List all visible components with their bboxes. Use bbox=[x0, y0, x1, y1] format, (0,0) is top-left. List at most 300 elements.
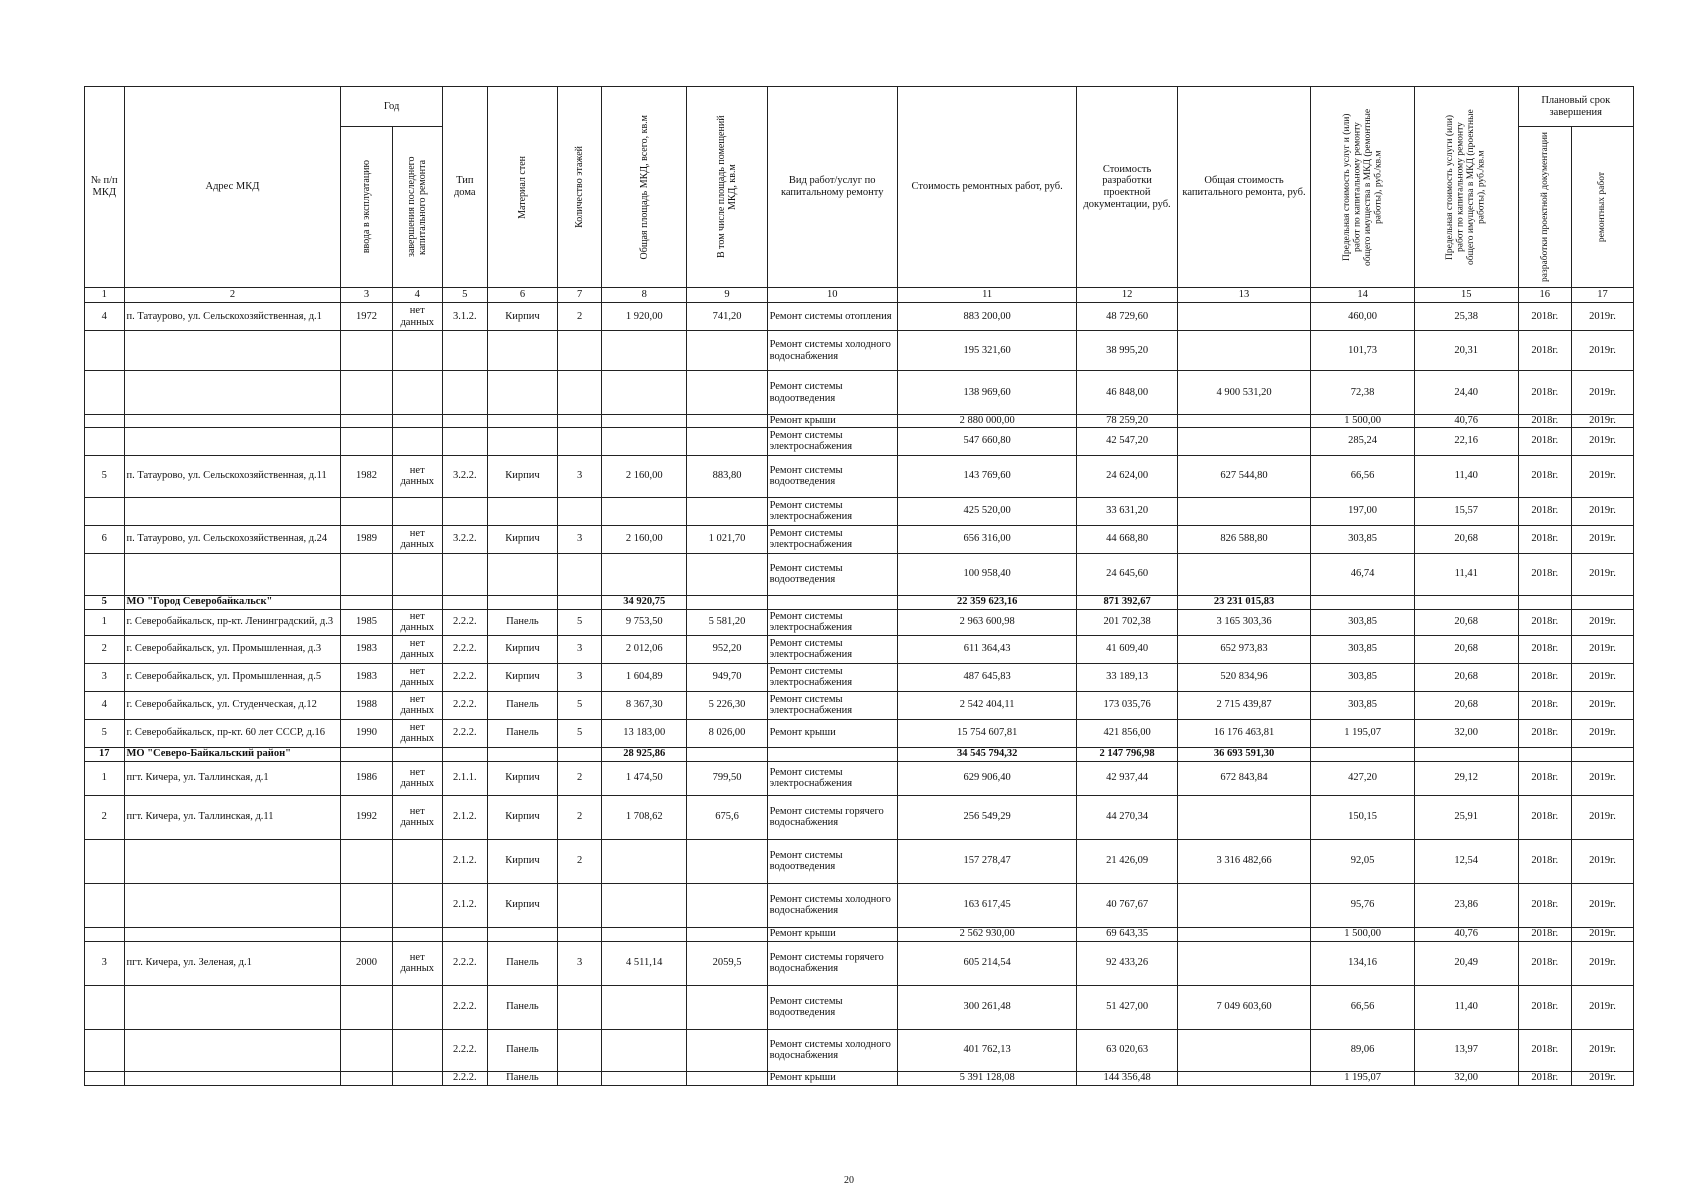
table-row bbox=[85, 415, 1634, 428]
table-cell: 195 321,60 bbox=[897, 331, 1076, 371]
table-cell bbox=[85, 415, 125, 428]
table-cell: Ремонт крыши bbox=[767, 1071, 897, 1085]
table-cell: 883 200,00 bbox=[897, 303, 1076, 331]
table-cell: п. Татаурово, ул. Сельскохозяйственная, д.1 bbox=[124, 303, 341, 331]
table-cell bbox=[124, 883, 341, 927]
table-cell: 22,16 bbox=[1414, 427, 1518, 455]
table-cell: п. Татаурово, ул. Сельскохозяйственная, д.24 bbox=[124, 525, 341, 553]
column-number: 13 bbox=[1177, 288, 1311, 303]
table-cell: 63 020,63 bbox=[1077, 1029, 1177, 1071]
table-cell bbox=[602, 331, 687, 371]
table-cell: 2018г. bbox=[1518, 331, 1571, 371]
table-cell bbox=[487, 371, 558, 415]
table-cell: 144 356,48 bbox=[1077, 1071, 1177, 1085]
table-cell: 303,85 bbox=[1311, 635, 1415, 663]
table-cell bbox=[124, 427, 341, 455]
table-cell: 46 848,00 bbox=[1077, 371, 1177, 415]
table-cell: 2018г. bbox=[1518, 427, 1571, 455]
table-cell: 5 bbox=[85, 455, 125, 497]
table-cell: 303,85 bbox=[1311, 609, 1415, 635]
table-cell: 2019г. bbox=[1571, 691, 1633, 719]
column-number: 9 bbox=[687, 288, 767, 303]
table-cell: Ремонт крыши bbox=[767, 719, 897, 747]
table-cell: 2.1.2. bbox=[442, 883, 487, 927]
table-row bbox=[85, 497, 1634, 525]
table-cell: 40,76 bbox=[1414, 415, 1518, 428]
table-cell: 5 226,30 bbox=[687, 691, 767, 719]
table-cell: Кирпич bbox=[487, 525, 558, 553]
table-cell: 2 bbox=[558, 839, 602, 883]
table-cell: 2.2.2. bbox=[442, 663, 487, 691]
table-row bbox=[85, 553, 1634, 595]
table-cell: 2 542 404,11 bbox=[897, 691, 1076, 719]
table-cell: Панель bbox=[487, 609, 558, 635]
table-cell: 2019г. bbox=[1571, 1071, 1633, 1085]
table-cell: Ремонт системы холодного водоснабжения bbox=[767, 331, 897, 371]
table-cell: Ремонт крыши bbox=[767, 415, 897, 428]
table-cell: 44 270,34 bbox=[1077, 795, 1177, 839]
table-cell: 2019г. bbox=[1571, 525, 1633, 553]
table-cell: 33 631,20 bbox=[1077, 497, 1177, 525]
table-cell bbox=[392, 497, 442, 525]
table-cell: 197,00 bbox=[1311, 497, 1415, 525]
table-cell: 20,68 bbox=[1414, 525, 1518, 553]
header-limit-repair: Предельная стоимость услуг и (или) работ по капитальному ремонту общего имущества в МКД (ремонтные работы), руб./кв.м bbox=[1311, 87, 1415, 288]
table-cell: 92,05 bbox=[1311, 839, 1415, 883]
table-cell: 2 bbox=[558, 303, 602, 331]
table-cell: 69 643,35 bbox=[1077, 927, 1177, 941]
table-cell bbox=[85, 985, 125, 1029]
table-cell: 2019г. bbox=[1571, 883, 1633, 927]
table-cell bbox=[558, 415, 602, 428]
column-number: 12 bbox=[1077, 288, 1177, 303]
table-cell bbox=[602, 985, 687, 1029]
table-cell: 2 880 000,00 bbox=[897, 415, 1076, 428]
table-cell: Кирпич bbox=[487, 839, 558, 883]
header-plan-group: Плановый срок завершения bbox=[1518, 87, 1633, 127]
table-cell: 4 900 531,20 bbox=[1177, 371, 1311, 415]
table-cell: 3 bbox=[558, 635, 602, 663]
table-cell bbox=[687, 1029, 767, 1071]
table-cell: 2018г. bbox=[1518, 635, 1571, 663]
table-cell: 24,40 bbox=[1414, 371, 1518, 415]
table-cell: нет данных bbox=[392, 635, 442, 663]
header-design-cost: Стоимость разработки проектной документации, руб. bbox=[1077, 87, 1177, 288]
table-cell: 2 bbox=[85, 635, 125, 663]
table-cell: 3 165 303,36 bbox=[1177, 609, 1311, 635]
table-cell bbox=[442, 497, 487, 525]
table-cell: 138 969,60 bbox=[897, 371, 1076, 415]
header-premises-area: В том числе площадь помещений МКД, кв.м bbox=[687, 87, 767, 288]
table-row bbox=[85, 609, 1634, 635]
table-cell: нет данных bbox=[392, 525, 442, 553]
table-cell bbox=[124, 1071, 341, 1085]
column-number: 8 bbox=[602, 288, 687, 303]
table-cell bbox=[124, 985, 341, 1029]
table-cell: 2019г. bbox=[1571, 719, 1633, 747]
column-number: 11 bbox=[897, 288, 1076, 303]
table-cell: Ремонт системы электроснабжения bbox=[767, 761, 897, 795]
table-cell: 2 160,00 bbox=[602, 525, 687, 553]
table-cell: Кирпич bbox=[487, 455, 558, 497]
table-cell: Кирпич bbox=[487, 663, 558, 691]
table-cell: 1 708,62 bbox=[602, 795, 687, 839]
table-cell: Панель bbox=[487, 985, 558, 1029]
table-cell: 2.2.2. bbox=[442, 1071, 487, 1085]
table-cell bbox=[558, 1029, 602, 1071]
table-cell bbox=[392, 927, 442, 941]
table-cell: 952,20 bbox=[687, 635, 767, 663]
page-number: 20 bbox=[844, 1175, 854, 1186]
table-cell: 303,85 bbox=[1311, 691, 1415, 719]
table-cell bbox=[558, 371, 602, 415]
table-cell: 25,38 bbox=[1414, 303, 1518, 331]
table-cell: 2018г. bbox=[1518, 691, 1571, 719]
table-cell: г. Северобайкальск, ул. Студенческая, д.12 bbox=[124, 691, 341, 719]
table-cell: Кирпич bbox=[487, 635, 558, 663]
table-cell bbox=[442, 927, 487, 941]
table-cell: 547 660,80 bbox=[897, 427, 1076, 455]
table-row bbox=[85, 331, 1634, 371]
table-cell bbox=[487, 927, 558, 941]
table-cell: 2.2.2. bbox=[442, 1029, 487, 1071]
table-cell: 2018г. bbox=[1518, 455, 1571, 497]
table-cell: г. Северобайкальск, ул. Промышленная, д.3 bbox=[124, 635, 341, 663]
table-cell: 21 426,09 bbox=[1077, 839, 1177, 883]
table-cell: нет данных bbox=[392, 303, 442, 331]
table-cell: 2018г. bbox=[1518, 883, 1571, 927]
table-cell: 2 562 930,00 bbox=[897, 927, 1076, 941]
table-row bbox=[85, 761, 1634, 795]
table-cell bbox=[85, 1029, 125, 1071]
table-cell: 6 bbox=[85, 525, 125, 553]
table-row bbox=[85, 303, 1634, 331]
header-year-last-repair: завершения последнего капитального ремонта bbox=[392, 127, 442, 288]
table-cell: 28 925,86 bbox=[602, 747, 687, 761]
table-cell: Кирпич bbox=[487, 795, 558, 839]
table-cell: 8 367,30 bbox=[602, 691, 687, 719]
table-cell bbox=[687, 883, 767, 927]
table-cell: пгт. Кичера, ул. Таллинская, д.1 bbox=[124, 761, 341, 795]
table-cell bbox=[558, 553, 602, 595]
table-cell: 2019г. bbox=[1571, 455, 1633, 497]
header-row-number: № п/п МКД bbox=[85, 87, 125, 288]
table-cell: 2019г. bbox=[1571, 635, 1633, 663]
table-cell: 3 bbox=[85, 941, 125, 985]
table-cell bbox=[85, 553, 125, 595]
table-cell: Панель bbox=[487, 719, 558, 747]
table-cell: Кирпич bbox=[487, 303, 558, 331]
table-cell: МО "Северо-Байкальский район" bbox=[124, 747, 341, 761]
table-cell: 2018г. bbox=[1518, 553, 1571, 595]
table-cell bbox=[1177, 941, 1311, 985]
table-cell: 2018г. bbox=[1518, 415, 1571, 428]
table-cell: 629 906,40 bbox=[897, 761, 1076, 795]
table-cell bbox=[1518, 595, 1571, 609]
table-cell: 163 617,45 bbox=[897, 883, 1076, 927]
table-cell: 20,31 bbox=[1414, 331, 1518, 371]
table-cell: Кирпич bbox=[487, 883, 558, 927]
table-cell bbox=[558, 1071, 602, 1085]
table-cell: 2.1.1. bbox=[442, 761, 487, 795]
table-cell: 3.1.2. bbox=[442, 303, 487, 331]
header-plan-design: разработки проектной документации bbox=[1518, 127, 1571, 288]
table-cell bbox=[1177, 1071, 1311, 1085]
column-number: 6 bbox=[487, 288, 558, 303]
table-cell: 13 183,00 bbox=[602, 719, 687, 747]
table-cell: 1 195,07 bbox=[1311, 1071, 1415, 1085]
table-cell: 5 bbox=[85, 595, 125, 609]
table-cell: 3 bbox=[85, 663, 125, 691]
table-cell: 3 bbox=[558, 525, 602, 553]
table-cell: 2019г. bbox=[1571, 1029, 1633, 1071]
table-row bbox=[85, 1071, 1634, 1085]
table-cell: 20,49 bbox=[1414, 941, 1518, 985]
table-cell bbox=[487, 595, 558, 609]
column-number: 15 bbox=[1414, 288, 1518, 303]
table-cell: Ремонт системы электроснабжения bbox=[767, 427, 897, 455]
table-cell bbox=[1414, 747, 1518, 761]
table-cell bbox=[341, 1029, 392, 1071]
table-cell: 40,76 bbox=[1414, 927, 1518, 941]
table-cell: 2 147 796,98 bbox=[1077, 747, 1177, 761]
table-cell: нет данных bbox=[392, 941, 442, 985]
subtotal-row bbox=[85, 747, 1634, 761]
table-cell: Ремонт системы электроснабжения bbox=[767, 663, 897, 691]
table-cell bbox=[392, 985, 442, 1029]
table-cell: Ремонт системы водоотведения bbox=[767, 553, 897, 595]
column-number: 1 bbox=[85, 288, 125, 303]
table-cell: 1989 bbox=[341, 525, 392, 553]
table-cell: Ремонт системы электроснабжения bbox=[767, 691, 897, 719]
column-number: 16 bbox=[1518, 288, 1571, 303]
table-cell bbox=[558, 927, 602, 941]
table-cell bbox=[1177, 427, 1311, 455]
table-cell: 11,40 bbox=[1414, 985, 1518, 1029]
table-cell bbox=[85, 427, 125, 455]
table-cell: 23,86 bbox=[1414, 883, 1518, 927]
table-cell bbox=[687, 497, 767, 525]
header-total-cost: Общая стоимость капитального ремонта, руб. bbox=[1177, 87, 1311, 288]
table-cell: 2059,5 bbox=[687, 941, 767, 985]
table-cell bbox=[392, 371, 442, 415]
table-cell: нет данных bbox=[392, 795, 442, 839]
table-cell bbox=[341, 427, 392, 455]
table-cell: 2018г. bbox=[1518, 303, 1571, 331]
table-cell: 48 729,60 bbox=[1077, 303, 1177, 331]
table-cell bbox=[392, 1029, 442, 1071]
table-cell: 101,73 bbox=[1311, 331, 1415, 371]
table-cell: 66,56 bbox=[1311, 985, 1415, 1029]
table-cell: нет данных bbox=[392, 663, 442, 691]
table-cell bbox=[341, 985, 392, 1029]
table-cell: нет данных bbox=[392, 691, 442, 719]
header-repair-cost: Стоимость ремонтных работ, руб. bbox=[897, 87, 1076, 288]
table-cell: Ремонт системы водоотведения bbox=[767, 455, 897, 497]
table-cell: 5 bbox=[558, 691, 602, 719]
table-cell: 611 364,43 bbox=[897, 635, 1076, 663]
table-cell: г. Северобайкальск, пр-кт. Ленинградский, д.3 bbox=[124, 609, 341, 635]
table-cell bbox=[124, 839, 341, 883]
table-cell: 2019г. bbox=[1571, 941, 1633, 985]
table-cell bbox=[687, 553, 767, 595]
table-cell: нет данных bbox=[392, 609, 442, 635]
table-cell: Панель bbox=[487, 1029, 558, 1071]
table-cell: 2018г. bbox=[1518, 371, 1571, 415]
table-cell bbox=[1518, 747, 1571, 761]
table-cell bbox=[602, 371, 687, 415]
table-cell: 16 176 463,81 bbox=[1177, 719, 1311, 747]
table-cell bbox=[1177, 303, 1311, 331]
table-cell: нет данных bbox=[392, 719, 442, 747]
table-cell: 78 259,20 bbox=[1077, 415, 1177, 428]
table-cell: 46,74 bbox=[1311, 553, 1415, 595]
table-cell bbox=[602, 553, 687, 595]
table-cell: 2.2.2. bbox=[442, 609, 487, 635]
table-cell: 3.2.2. bbox=[442, 455, 487, 497]
table-cell bbox=[1177, 1029, 1311, 1071]
table-cell: 40 767,67 bbox=[1077, 883, 1177, 927]
table-cell: 520 834,96 bbox=[1177, 663, 1311, 691]
table-cell: 2.2.2. bbox=[442, 719, 487, 747]
table-cell: 1985 bbox=[341, 609, 392, 635]
table-cell: нет данных bbox=[392, 761, 442, 795]
table-cell: 32,00 bbox=[1414, 1071, 1518, 1085]
table-cell: 826 588,80 bbox=[1177, 525, 1311, 553]
table-cell: 1 bbox=[85, 761, 125, 795]
table-cell: Ремонт крыши bbox=[767, 927, 897, 941]
table-cell: 2018г. bbox=[1518, 1029, 1571, 1071]
table-cell: пгт. Кичера, ул. Таллинская, д.11 bbox=[124, 795, 341, 839]
table-row bbox=[85, 883, 1634, 927]
table-cell: 173 035,76 bbox=[1077, 691, 1177, 719]
table-cell bbox=[1177, 415, 1311, 428]
table-cell: 1 500,00 bbox=[1311, 415, 1415, 428]
table-cell: 1972 bbox=[341, 303, 392, 331]
table-cell: 4 511,14 bbox=[602, 941, 687, 985]
table-cell: 2019г. bbox=[1571, 427, 1633, 455]
table-row bbox=[85, 663, 1634, 691]
table-cell: Панель bbox=[487, 941, 558, 985]
table-cell bbox=[558, 883, 602, 927]
table-cell: 1988 bbox=[341, 691, 392, 719]
table-cell: 24 645,60 bbox=[1077, 553, 1177, 595]
table-cell bbox=[442, 415, 487, 428]
table-cell bbox=[602, 427, 687, 455]
table-cell bbox=[687, 595, 767, 609]
table-cell: Кирпич bbox=[487, 761, 558, 795]
table-cell: 627 544,80 bbox=[1177, 455, 1311, 497]
table-cell bbox=[558, 427, 602, 455]
table-cell: 1986 bbox=[341, 761, 392, 795]
table-cell bbox=[341, 883, 392, 927]
table-cell bbox=[124, 331, 341, 371]
table-cell: 2018г. bbox=[1518, 497, 1571, 525]
table-cell: 1 920,00 bbox=[602, 303, 687, 331]
table-cell: 672 843,84 bbox=[1177, 761, 1311, 795]
table-cell bbox=[341, 747, 392, 761]
header-limit-design: Предельная стоимость услуги (или) работ по капитальному ремонту общего имущества в МКД (проектные работы), руб./кв.м bbox=[1414, 87, 1518, 288]
table-cell: Ремонт системы электроснабжения bbox=[767, 609, 897, 635]
table-cell: нет данных bbox=[392, 455, 442, 497]
column-number: 4 bbox=[392, 288, 442, 303]
table-cell: 949,70 bbox=[687, 663, 767, 691]
table-cell: 2.1.2. bbox=[442, 795, 487, 839]
table-cell: 5 581,20 bbox=[687, 609, 767, 635]
table-cell bbox=[558, 331, 602, 371]
table-cell: 100 958,40 bbox=[897, 553, 1076, 595]
table-cell bbox=[1571, 747, 1633, 761]
table-row bbox=[85, 691, 1634, 719]
table-cell bbox=[487, 415, 558, 428]
table-cell: 5 391 128,08 bbox=[897, 1071, 1076, 1085]
table-cell: 3.2.2. bbox=[442, 525, 487, 553]
table-cell bbox=[1414, 595, 1518, 609]
column-number: 10 bbox=[767, 288, 897, 303]
table-cell: 1982 bbox=[341, 455, 392, 497]
table-cell bbox=[1177, 927, 1311, 941]
table-cell: 2 bbox=[558, 761, 602, 795]
table-cell: 41 609,40 bbox=[1077, 635, 1177, 663]
column-number: 7 bbox=[558, 288, 602, 303]
table-cell: 15 754 607,81 bbox=[897, 719, 1076, 747]
table-cell: 4 bbox=[85, 303, 125, 331]
table-cell: 303,85 bbox=[1311, 525, 1415, 553]
table-cell bbox=[687, 415, 767, 428]
table-cell: 1990 bbox=[341, 719, 392, 747]
table-cell: 2019г. bbox=[1571, 985, 1633, 1029]
table-cell: 487 645,83 bbox=[897, 663, 1076, 691]
table-cell: п. Татаурово, ул. Сельскохозяйственная, д.11 bbox=[124, 455, 341, 497]
table-cell bbox=[124, 415, 341, 428]
table-cell: 425 520,00 bbox=[897, 497, 1076, 525]
table-cell bbox=[442, 595, 487, 609]
table-cell: пгт. Кичера, ул. Зеленая, д.1 bbox=[124, 941, 341, 985]
table-cell: 2.2.2. bbox=[442, 635, 487, 663]
table-cell: 9 753,50 bbox=[602, 609, 687, 635]
table-cell bbox=[392, 415, 442, 428]
table-cell bbox=[558, 985, 602, 1029]
table-cell bbox=[341, 1071, 392, 1085]
table-cell: 8 026,00 bbox=[687, 719, 767, 747]
header-year-commission: ввода в эксплуатацию bbox=[341, 127, 392, 288]
table-cell: 1983 bbox=[341, 635, 392, 663]
table-cell: 5 bbox=[558, 719, 602, 747]
table-cell bbox=[487, 427, 558, 455]
table-cell: 34 545 794,32 bbox=[897, 747, 1076, 761]
table-cell: 2.1.2. bbox=[442, 839, 487, 883]
table-cell: Панель bbox=[487, 1071, 558, 1085]
table-cell bbox=[341, 595, 392, 609]
table-cell: 675,6 bbox=[687, 795, 767, 839]
table-cell bbox=[85, 371, 125, 415]
table-cell bbox=[85, 927, 125, 941]
header-address: Адрес МКД bbox=[124, 87, 341, 288]
table-cell: 150,15 bbox=[1311, 795, 1415, 839]
table-cell bbox=[392, 747, 442, 761]
table-cell: 95,76 bbox=[1311, 883, 1415, 927]
table-cell: 401 762,13 bbox=[897, 1029, 1076, 1071]
table-cell: 11,40 bbox=[1414, 455, 1518, 497]
table-cell bbox=[341, 331, 392, 371]
table-cell: 34 920,75 bbox=[602, 595, 687, 609]
table-row bbox=[85, 1029, 1634, 1071]
table-cell bbox=[558, 595, 602, 609]
table-cell bbox=[442, 331, 487, 371]
header-floors: Количество этажей bbox=[558, 87, 602, 288]
table-cell bbox=[341, 553, 392, 595]
table-cell bbox=[687, 839, 767, 883]
